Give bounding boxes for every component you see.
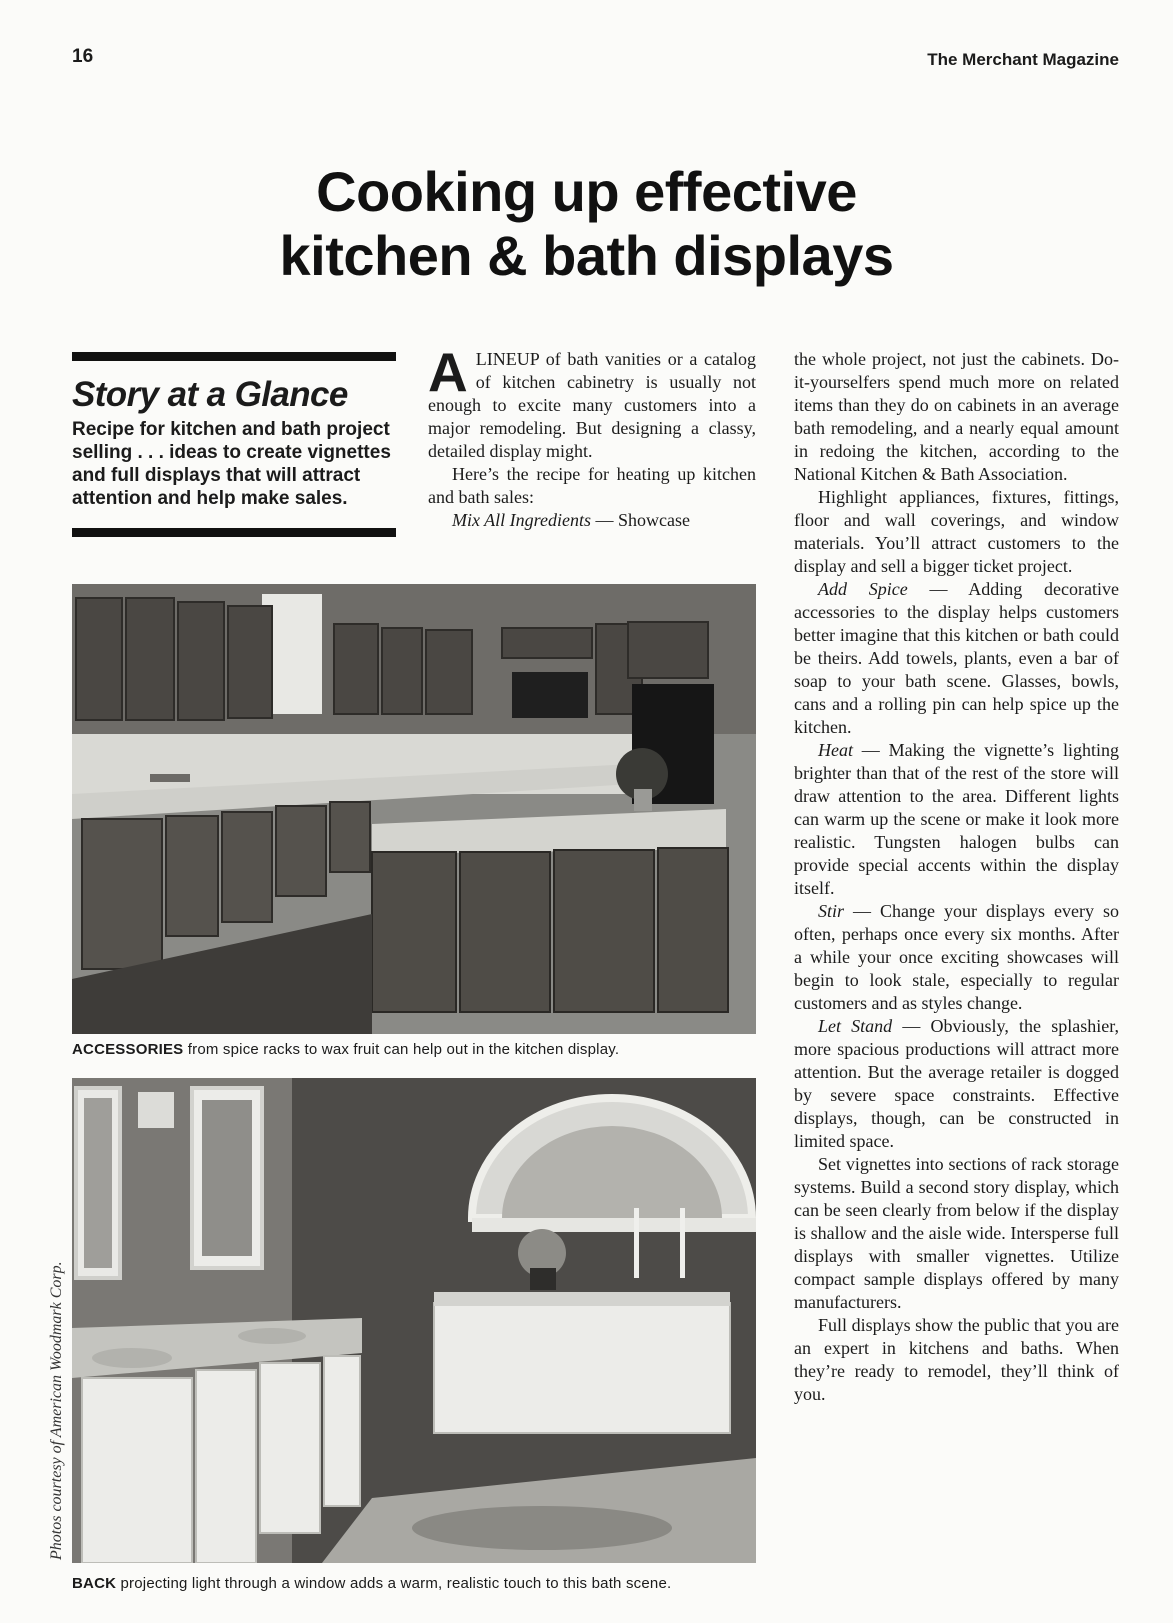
caption-lead-accessories: ACCESSORIES [72,1041,184,1058]
article-paragraph-10: Full displays show the public that you are an expert in kitchens and baths. When they’re ready to remodel, they’ll think of you. [794,1315,1119,1404]
bath-display-photo [72,1078,756,1563]
lead-in-caps: LINEUP [475,349,540,369]
paragraph-1-text: of bath vanities or a catalog of kitchen cabinetry is usually not enough to excite many customers into a major remodeling. But designing a classy, detailed display might. [428,349,756,461]
photo-credit: Photos courtesy of American Woodmark Corp. [48,1261,65,1560]
article-paragraph-1 [428,341,756,463]
article-paragraph-5 [794,578,1119,739]
article-paragraph-8 [794,1015,1119,1153]
caption-lead-back: BACK [72,1575,117,1592]
kitchen-photo-illustration [72,584,756,1034]
paragraph-5-text: — Adding decorative accessories to the display helps customers better imagine that this kitchen or bath could be theirs. Add towels, plants, even a bar of soap to your bath scene. Glasses, bowls, cans and a rolling pin can help spice up the kitchen. [794,579,1119,737]
article-column-2 [428,341,756,532]
article-paragraph-3-continued: the whole project, not just the cabinets. Do-it-yourselfers spend much more on related items than they do on cabinets in an average bath remodeling, and a nearly equal amount in redoing the kitchen, according to the National Kitchen & Bath Association. [794,349,1119,484]
kitchen-display-photo [72,584,756,1034]
subhead-add-spice: Add Spice [818,579,908,599]
page-number: 16 [72,46,94,67]
story-at-a-glance-box [72,352,396,537]
headline [0,160,1173,288]
bath-photo-illustration [72,1078,756,1563]
subhead-heat: Heat [818,740,853,760]
glance-bottom-rule [72,528,396,537]
kitchen-photo-caption [72,1041,619,1059]
magazine-name: The Merchant Magazine [927,50,1119,69]
article-column-3 [794,348,1119,1406]
paragraph-3-col2-text: — Showcase [590,510,690,530]
article-paragraph-6 [794,739,1119,900]
headline-line-2: kitchen & bath displays [279,224,894,287]
glance-body: Recipe for kitchen and bath project selling . . . ideas to create vignettes and full displays that will attract attention and help make sales. [72,419,391,509]
paragraph-6-text: — Making the vignette’s lighting brighter than that of the rest of the store will draw attention to the area. Different lights can warm up the scene or make it look more realistic. Tungsten halogen bulbs can provide special accents within the display itself. [794,740,1119,898]
paragraph-8-text: — Obviously, the splashier, more spacious productions will attract more attention. But the average retailer is dogged by severe space constraints. Effective displays, though, can be constructed in limited space. [794,1016,1119,1151]
subhead-stir: Stir [818,901,845,921]
subhead-let-stand: Let Stand [818,1016,893,1036]
bath-photo-caption [72,1575,671,1593]
article-paragraph-3-start [428,509,756,532]
kitchen-caption-text: from spice racks to wax fruit can help out in the kitchen display. [183,1041,620,1058]
article-paragraph-9: Set vignettes into sections of rack storage systems. Build a second story display, which can be seen clearly from below if the display is shallow and the aisle wide. Intersperse full displays with smaller vignettes. Utilize compact sample displays offered by many manufacturers. [794,1154,1119,1312]
article-paragraph-4: Highlight appliances, fixtures, fittings, floor and wall coverings, and window materials. You’ll attract customers to the display and sell a bigger ticket project. [794,487,1119,576]
drop-cap: A [428,341,468,403]
article-paragraph-7 [794,900,1119,1015]
glance-top-rule [72,352,396,361]
bath-caption-text: projecting light through a window adds a warm, realistic touch to this bath scene. [116,1575,672,1592]
headline-line-1: Cooking up effective [316,160,857,223]
glance-title: Story at a Glance [72,375,348,414]
article-paragraph-2: Here’s the recipe for heating up kitchen and bath sales: [428,464,756,507]
subhead-mix-all-ingredients: Mix All Ingredients [452,510,591,530]
paragraph-7-text: — Change your displays every so often, perhaps once every six months. After a while your once exciting showcases will begin to look stale, especially to regular customers and as styles change. [794,901,1119,1013]
